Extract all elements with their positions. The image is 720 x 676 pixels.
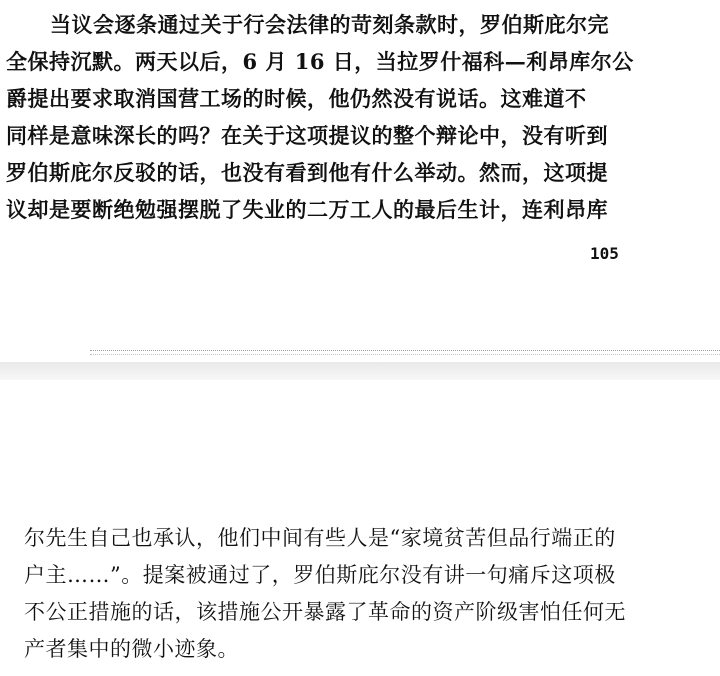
text-line: 户主……”。提案被通过了，罗伯斯庇尔没有讲一句痛斥这项极 [24,563,616,587]
text-line: 议却是要断绝勉强摆脱了失业的二万工人的最后生计，连利昂库 [6,197,608,222]
text-line: 尔先生自己也承认，他们中间有些人是“家境贫苦但品行端正的 [24,526,616,550]
page-number: 105 [590,244,619,263]
scan-edge-divider [90,350,720,355]
text-line: 不公正措施的话，该措施公开暴露了革命的资产阶级害怕任何无 [24,600,626,624]
text-line: 罗伯斯庇尔反驳的话，也没有看到他有什么举动。然而，这项提 [6,160,608,185]
text-line: 同样是意味深长的吗？在关于这项提议的整个辩论中，没有听到 [6,123,608,148]
text-line: 爵提出要求取消国营工场的时候，他仍然没有说话。这难道不 [6,86,587,111]
bottom-paragraph [24,520,684,668]
page-separator [0,362,720,380]
text-line: 产者集中的微小迹象。 [24,637,239,661]
text-line: 当议会逐条通过关于行会法律的苛刻条款时，罗伯斯庇尔完 [50,12,609,37]
top-paragraph [6,6,666,228]
text-line: 全保持沉默。两天以后，6 月 16 日，当拉罗什福科—利昂库尔公 [6,49,634,74]
